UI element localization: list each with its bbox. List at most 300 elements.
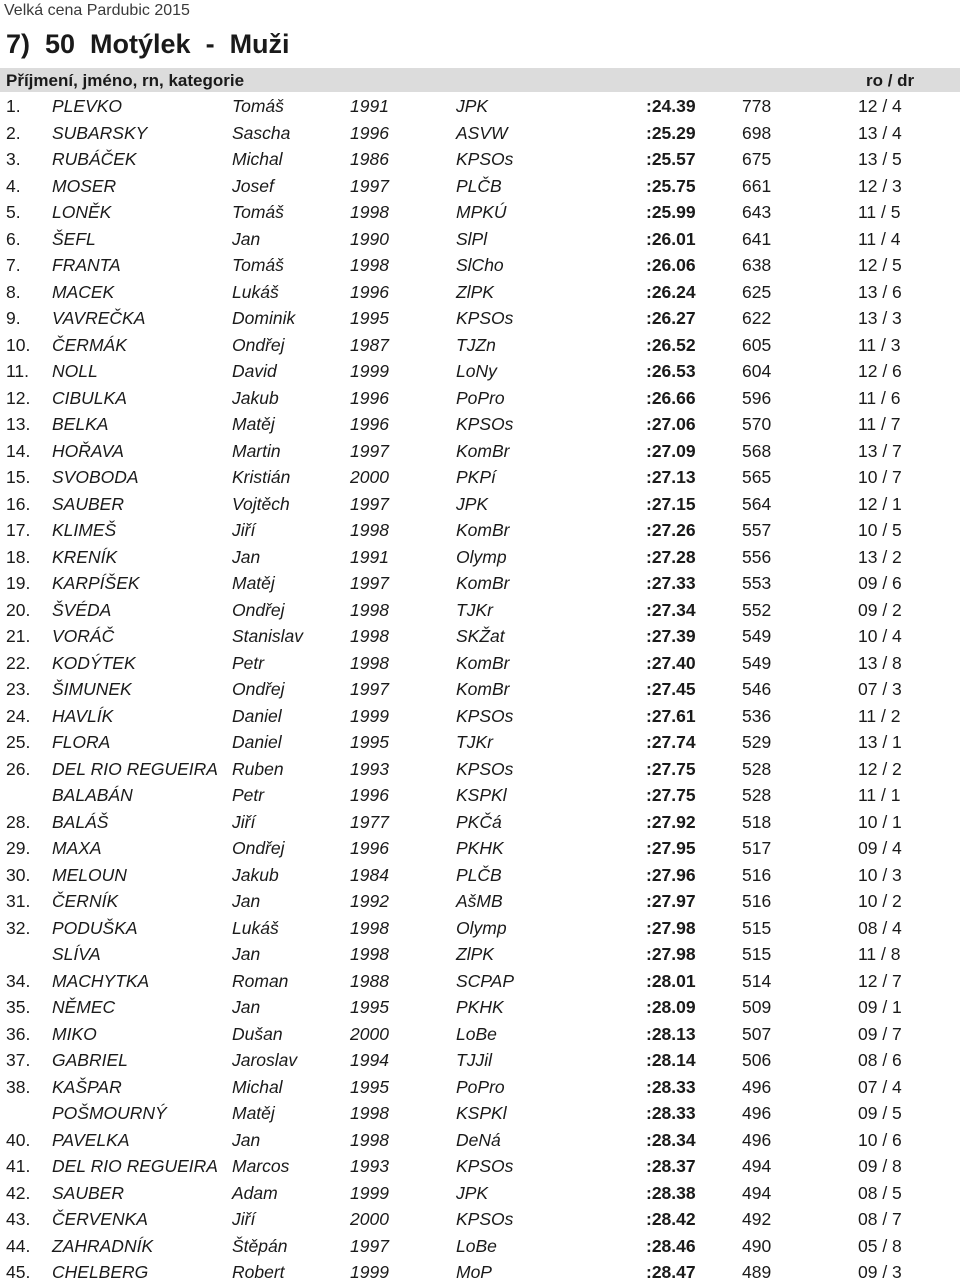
rank-cell: 45. <box>6 1262 31 1282</box>
club-cell: ASVW <box>456 122 508 143</box>
birth-year-cell: 1996 <box>350 387 389 408</box>
birth-year-cell: 1994 <box>350 1050 389 1070</box>
club-cell: PoPro <box>456 387 505 408</box>
lane-heat-cell: 08 / 7 <box>858 1209 902 1229</box>
points-cell: 506 <box>742 1050 772 1070</box>
firstname-cell: Josef <box>232 175 274 196</box>
firstname-cell: Ondřej <box>232 334 285 355</box>
time-cell: :28.38 <box>646 1182 696 1203</box>
rank-cell: 24. <box>6 705 31 726</box>
birth-year-cell: 1997 <box>350 440 389 461</box>
time-cell: :27.92 <box>646 811 696 832</box>
birth-year-cell: 1992 <box>350 891 389 911</box>
points-cell: 568 <box>742 440 772 461</box>
rank-cell: 41. <box>6 1156 31 1176</box>
rank-cell: 3. <box>6 149 21 169</box>
club-cell: TJKr <box>456 599 493 620</box>
birth-year-cell: 1998 <box>350 626 389 646</box>
club-cell: Olymp <box>456 917 507 938</box>
table-row <box>0 808 960 835</box>
surname-cell: FLORA <box>52 732 111 752</box>
rank-cell: 31. <box>6 891 31 911</box>
firstname-cell: Jiří <box>232 520 256 540</box>
firstname-cell: Jan <box>232 997 261 1017</box>
table-header <box>0 68 960 92</box>
lane-heat-cell: 13 / 3 <box>858 308 902 328</box>
birth-year-cell: 2000 <box>350 1209 389 1229</box>
time-cell: :27.28 <box>646 546 696 567</box>
lane-heat-cell: 05 / 8 <box>858 1235 902 1256</box>
time-cell: :27.39 <box>646 626 696 646</box>
rank-cell: 11. <box>6 361 30 381</box>
time-cell: :24.39 <box>646 96 696 116</box>
club-cell: ZlPK <box>456 944 494 964</box>
club-cell: KomBr <box>456 520 510 540</box>
time-cell: :28.14 <box>646 1050 696 1070</box>
surname-cell: SUBARSKY <box>52 122 148 143</box>
table-row <box>0 1126 960 1153</box>
firstname-cell: Michal <box>232 149 283 169</box>
points-cell: 553 <box>742 573 772 593</box>
lane-heat-cell: 11 / 1 <box>858 785 901 805</box>
rank-cell: 23. <box>6 679 31 699</box>
points-cell: 490 <box>742 1235 772 1256</box>
birth-year-cell: 1997 <box>350 1235 389 1256</box>
surname-cell: GABRIEL <box>52 1050 128 1070</box>
points-cell: 675 <box>742 149 772 169</box>
lane-heat-cell: 13 / 7 <box>858 440 902 461</box>
firstname-cell: Tomáš <box>232 96 284 116</box>
time-cell: :28.33 <box>646 1076 696 1097</box>
rank-cell: 10. <box>6 334 31 355</box>
table-row <box>0 172 960 199</box>
firstname-cell: Jan <box>232 1129 261 1150</box>
lane-heat-cell: 08 / 6 <box>858 1050 902 1070</box>
lane-heat-cell: 09 / 1 <box>858 997 902 1017</box>
rank-cell: 7. <box>6 255 21 275</box>
club-cell: PLČB <box>456 864 502 885</box>
points-cell: 509 <box>742 997 772 1017</box>
points-cell: 556 <box>742 546 772 567</box>
time-cell: :27.98 <box>646 917 696 938</box>
points-cell: 643 <box>742 202 772 222</box>
firstname-cell: Petr <box>232 652 265 673</box>
table-row <box>0 410 960 437</box>
surname-cell: KLIMEŠ <box>52 520 117 540</box>
surname-cell: LONĚK <box>52 202 112 222</box>
rank-cell: 12. <box>6 387 31 408</box>
table-row <box>0 1073 960 1100</box>
points-cell: 549 <box>742 626 772 646</box>
rank-cell: 18. <box>6 546 31 567</box>
lane-heat-cell: 12 / 7 <box>858 970 902 991</box>
lane-heat-cell: 08 / 4 <box>858 917 902 938</box>
lane-heat-cell: 10 / 7 <box>858 467 902 487</box>
table-row <box>0 728 960 755</box>
lane-heat-cell: 11 / 6 <box>858 387 901 408</box>
time-cell: :28.01 <box>646 970 696 991</box>
birth-year-cell: 1987 <box>350 334 389 355</box>
birth-year-cell: 1999 <box>350 361 389 381</box>
points-cell: 661 <box>742 175 772 196</box>
firstname-cell: Jiří <box>232 811 256 832</box>
lane-heat-cell: 09 / 7 <box>858 1023 902 1044</box>
rank-cell: 5. <box>6 202 21 222</box>
rank-cell: 28. <box>6 811 31 832</box>
firstname-cell: Stanislav <box>232 626 304 646</box>
rank-cell: 15. <box>6 467 31 487</box>
table-row <box>0 331 960 358</box>
firstname-cell: Lukáš <box>232 281 279 302</box>
points-cell: 625 <box>742 281 772 302</box>
table-row <box>0 304 960 331</box>
rank-cell: 17. <box>6 520 31 540</box>
birth-year-cell: 1988 <box>350 970 389 991</box>
table-row <box>0 940 960 967</box>
surname-cell: KARPÍŠEK <box>52 573 140 593</box>
time-cell: :28.09 <box>646 997 696 1017</box>
club-cell: AšMB <box>456 891 503 911</box>
rank-cell: 37. <box>6 1050 31 1070</box>
surname-cell: MAXA <box>52 838 102 858</box>
firstname-cell: Martin <box>232 440 281 461</box>
rank-cell: 44. <box>6 1235 31 1256</box>
table-row <box>0 1232 960 1259</box>
club-cell: KPSOs <box>456 1156 514 1176</box>
lane-heat-cell: 13 / 4 <box>858 122 902 143</box>
points-cell: 565 <box>742 467 772 487</box>
birth-year-cell: 1998 <box>350 652 389 673</box>
birth-year-cell: 1996 <box>350 785 389 805</box>
table-row <box>0 914 960 941</box>
time-cell: :27.74 <box>646 732 696 752</box>
lane-heat-cell: 13 / 5 <box>858 149 902 169</box>
surname-cell: ZAHRADNÍK <box>52 1235 154 1256</box>
club-cell: PKHK <box>456 838 504 858</box>
points-cell: 492 <box>742 1209 772 1229</box>
points-cell: 515 <box>742 944 772 964</box>
lane-heat-cell: 11 / 4 <box>858 228 901 249</box>
surname-cell: MACEK <box>52 281 115 302</box>
time-cell: :26.06 <box>646 255 696 275</box>
surname-cell: VORÁČ <box>52 626 115 646</box>
club-cell: KSPKl <box>456 1103 507 1123</box>
club-cell: TJKr <box>456 732 493 752</box>
rank-cell: 16. <box>6 493 31 514</box>
points-cell: 507 <box>742 1023 772 1044</box>
firstname-cell: Dominik <box>232 308 296 328</box>
club-cell: MPKÚ <box>456 202 507 222</box>
points-cell: 564 <box>742 493 772 514</box>
points-cell: 496 <box>742 1129 772 1150</box>
firstname-cell: Ondřej <box>232 838 285 858</box>
time-cell: :27.95 <box>646 838 696 858</box>
club-cell: KPSOs <box>456 1209 514 1229</box>
club-cell: KPSOs <box>456 308 514 328</box>
points-cell: 605 <box>742 334 772 355</box>
firstname-cell: Jan <box>232 546 261 567</box>
table-row <box>0 437 960 464</box>
table-row <box>0 649 960 676</box>
firstname-cell: Jakub <box>232 387 279 408</box>
points-cell: 494 <box>742 1156 772 1176</box>
surname-cell: MOSER <box>52 175 117 196</box>
time-cell: :26.66 <box>646 387 696 408</box>
table-row <box>0 251 960 278</box>
table-row <box>0 384 960 411</box>
table-row <box>0 781 960 808</box>
rank-cell: 38. <box>6 1076 31 1097</box>
table-row <box>0 569 960 596</box>
points-cell: 529 <box>742 732 772 752</box>
time-cell: :28.33 <box>646 1103 696 1123</box>
surname-cell: MIKO <box>52 1023 97 1044</box>
club-cell: KomBr <box>456 652 510 673</box>
firstname-cell: Matěj <box>232 573 275 593</box>
table-row <box>0 993 960 1020</box>
birth-year-cell: 1998 <box>350 520 389 540</box>
lane-heat-cell: 12 / 1 <box>858 493 902 514</box>
time-cell: :28.47 <box>646 1262 696 1282</box>
time-cell: :28.46 <box>646 1235 696 1256</box>
table-row <box>0 755 960 782</box>
lane-heat-cell: 10 / 3 <box>858 864 902 885</box>
table-row <box>0 596 960 623</box>
points-cell: 496 <box>742 1103 772 1123</box>
time-cell: :25.57 <box>646 149 696 169</box>
surname-cell: BALABÁN <box>52 785 133 805</box>
surname-cell: DEL RIO REGUEIRA <box>52 1156 218 1176</box>
club-cell: MoP <box>456 1262 492 1282</box>
table-row <box>0 834 960 861</box>
points-cell: 489 <box>742 1262 772 1282</box>
table-row <box>0 198 960 225</box>
surname-cell: VAVREČKA <box>52 308 146 328</box>
time-cell: :28.42 <box>646 1209 696 1229</box>
rank-cell: 32. <box>6 917 31 938</box>
club-cell: KSPKl <box>456 785 507 805</box>
firstname-cell: Roman <box>232 970 289 991</box>
lane-heat-cell: 09 / 5 <box>858 1103 902 1123</box>
lane-heat-cell: 13 / 8 <box>858 652 902 673</box>
time-cell: :27.96 <box>646 864 696 885</box>
lane-heat-cell: 11 / 2 <box>858 705 901 726</box>
time-cell: :27.13 <box>646 467 696 487</box>
surname-cell: ČERMÁK <box>52 334 127 355</box>
surname-cell: DEL RIO REGUEIRA <box>52 758 218 779</box>
club-cell: LoBe <box>456 1023 497 1044</box>
time-cell: :26.24 <box>646 281 696 302</box>
birth-year-cell: 1998 <box>350 599 389 620</box>
birth-year-cell: 1990 <box>350 228 389 249</box>
points-cell: 514 <box>742 970 772 991</box>
firstname-cell: Michal <box>232 1076 283 1097</box>
firstname-cell: Matěj <box>232 414 275 434</box>
rank-cell: 13. <box>6 414 31 434</box>
table-row <box>0 1046 960 1073</box>
rank-cell: 34. <box>6 970 31 991</box>
firstname-cell: Vojtěch <box>232 493 290 514</box>
lane-heat-cell: 12 / 5 <box>858 255 902 275</box>
firstname-cell: Jaroslav <box>232 1050 298 1070</box>
rank-cell: 43. <box>6 1209 31 1229</box>
firstname-cell: Jakub <box>232 864 279 885</box>
rank-cell: 4. <box>6 175 21 196</box>
time-cell: :27.34 <box>646 599 696 620</box>
lane-heat-cell: 09 / 8 <box>858 1156 902 1176</box>
birth-year-cell: 1997 <box>350 679 389 699</box>
surname-cell: FRANTA <box>52 255 121 275</box>
rank-cell: 30. <box>6 864 31 885</box>
birth-year-cell: 1986 <box>350 149 389 169</box>
race-title: 7) 50 Motýlek - Muži <box>6 29 290 59</box>
points-cell: 528 <box>742 785 772 805</box>
club-cell: ZlPK <box>456 281 494 302</box>
club-cell: PKPí <box>456 467 496 487</box>
club-cell: SCPAP <box>456 970 515 991</box>
lane-heat-cell: 12 / 4 <box>858 96 902 116</box>
birth-year-cell: 1999 <box>350 705 389 726</box>
rank-cell: 8. <box>6 281 21 302</box>
time-cell: :28.13 <box>646 1023 696 1044</box>
lane-heat-cell: 07 / 4 <box>858 1076 902 1097</box>
club-cell: JPK <box>456 1182 489 1203</box>
table-row <box>0 1258 960 1285</box>
surname-cell: RUBÁČEK <box>52 149 137 169</box>
rank-cell: 22. <box>6 652 31 673</box>
club-cell: PKČá <box>456 811 502 832</box>
time-cell: :26.53 <box>646 361 696 381</box>
table-row <box>0 861 960 888</box>
birth-year-cell: 1995 <box>350 1076 389 1097</box>
birth-year-cell: 1995 <box>350 308 389 328</box>
time-cell: :25.75 <box>646 175 696 196</box>
points-cell: 516 <box>742 864 772 885</box>
birth-year-cell: 1993 <box>350 1156 389 1176</box>
lane-heat-cell: 11 / 5 <box>858 202 901 222</box>
time-cell: :27.98 <box>646 944 696 964</box>
points-cell: 494 <box>742 1182 772 1203</box>
lane-heat-cell: 12 / 2 <box>858 758 902 779</box>
lane-heat-cell: 10 / 2 <box>858 891 902 911</box>
club-cell: KPSOs <box>456 149 514 169</box>
firstname-cell: Štěpán <box>232 1235 288 1256</box>
club-cell: KPSOs <box>456 758 514 779</box>
lane-heat-cell: 08 / 5 <box>858 1182 902 1203</box>
points-cell: 496 <box>742 1076 772 1097</box>
firstname-cell: Daniel <box>232 732 282 752</box>
club-cell: KomBr <box>456 679 510 699</box>
rank-cell: 25. <box>6 732 31 752</box>
club-cell: SlCho <box>456 255 504 275</box>
birth-year-cell: 1977 <box>350 811 389 832</box>
club-cell: LoBe <box>456 1235 497 1256</box>
points-cell: 596 <box>742 387 772 408</box>
table-row <box>0 278 960 305</box>
club-cell: SlPl <box>456 228 488 249</box>
time-cell: :27.61 <box>646 705 696 726</box>
lane-heat-cell: 12 / 3 <box>858 175 902 196</box>
club-cell: KomBr <box>456 440 510 461</box>
time-cell: :28.34 <box>646 1129 696 1150</box>
club-cell: KPSOs <box>456 705 514 726</box>
firstname-cell: Daniel <box>232 705 282 726</box>
lane-heat-cell: 10 / 5 <box>858 520 902 540</box>
club-cell: SKŽat <box>456 626 505 646</box>
surname-cell: PLEVKO <box>52 96 123 116</box>
points-cell: 604 <box>742 361 772 381</box>
time-cell: :25.29 <box>646 122 696 143</box>
club-cell: DeNá <box>456 1129 501 1150</box>
firstname-cell: Dušan <box>232 1023 283 1044</box>
lane-heat-cell: 11 / 8 <box>858 944 901 964</box>
rank-cell: 19. <box>6 573 31 593</box>
firstname-cell: Tomáš <box>232 255 284 275</box>
surname-cell: CIBULKA <box>52 387 127 408</box>
surname-cell: KRENÍK <box>52 546 118 567</box>
rank-cell: 36. <box>6 1023 31 1044</box>
rank-cell: 1. <box>6 96 21 116</box>
time-cell: :26.52 <box>646 334 696 355</box>
club-cell: JPK <box>456 493 489 514</box>
event-title: Velká cena Pardubic 2015 <box>4 2 190 19</box>
rank-cell: 14. <box>6 440 31 461</box>
firstname-cell: Ruben <box>232 758 284 779</box>
table-row <box>0 1205 960 1232</box>
lane-heat-cell: 13 / 6 <box>858 281 902 302</box>
firstname-cell: Jan <box>232 228 261 249</box>
points-cell: 778 <box>742 96 772 116</box>
club-cell: Olymp <box>456 546 507 567</box>
rank-cell: 2. <box>6 122 21 143</box>
club-cell: PoPro <box>456 1076 505 1097</box>
lane-heat-cell: 10 / 6 <box>858 1129 902 1150</box>
club-cell: KPSOs <box>456 414 514 434</box>
points-cell: 549 <box>742 652 772 673</box>
surname-cell: HAVLÍK <box>52 705 114 726</box>
lane-heat-cell: 09 / 3 <box>858 1262 902 1282</box>
lane-heat-cell: 13 / 2 <box>858 546 902 567</box>
surname-cell: MACHYTKA <box>52 970 150 991</box>
rank-cell: 9. <box>6 308 21 328</box>
time-cell: :27.26 <box>646 520 696 540</box>
firstname-cell: Adam <box>232 1182 278 1203</box>
time-cell: :25.99 <box>646 202 696 222</box>
points-cell: 518 <box>742 811 772 832</box>
rank-cell: 40. <box>6 1129 31 1150</box>
table-row <box>0 675 960 702</box>
firstname-cell: David <box>232 361 277 381</box>
surname-cell: SLÍVA <box>52 944 101 964</box>
birth-year-cell: 2000 <box>350 1023 389 1044</box>
club-cell: KomBr <box>456 573 510 593</box>
points-cell: 536 <box>742 705 772 726</box>
time-cell: :27.33 <box>646 573 696 593</box>
birth-year-cell: 1998 <box>350 917 389 938</box>
table-row <box>0 1179 960 1206</box>
firstname-cell: Matěj <box>232 1103 275 1123</box>
surname-cell: SAUBER <box>52 1182 124 1203</box>
surname-cell: ČERVENKA <box>52 1209 148 1229</box>
birth-year-cell: 1997 <box>350 175 389 196</box>
surname-cell: HOŘAVA <box>52 440 124 461</box>
points-cell: 641 <box>742 228 772 249</box>
firstname-cell: Jiří <box>232 1209 256 1229</box>
birth-year-cell: 1998 <box>350 944 389 964</box>
surname-cell: ŠIMUNEK <box>52 679 132 699</box>
lane-heat-cell: 09 / 2 <box>858 599 902 620</box>
table-row <box>0 92 960 119</box>
